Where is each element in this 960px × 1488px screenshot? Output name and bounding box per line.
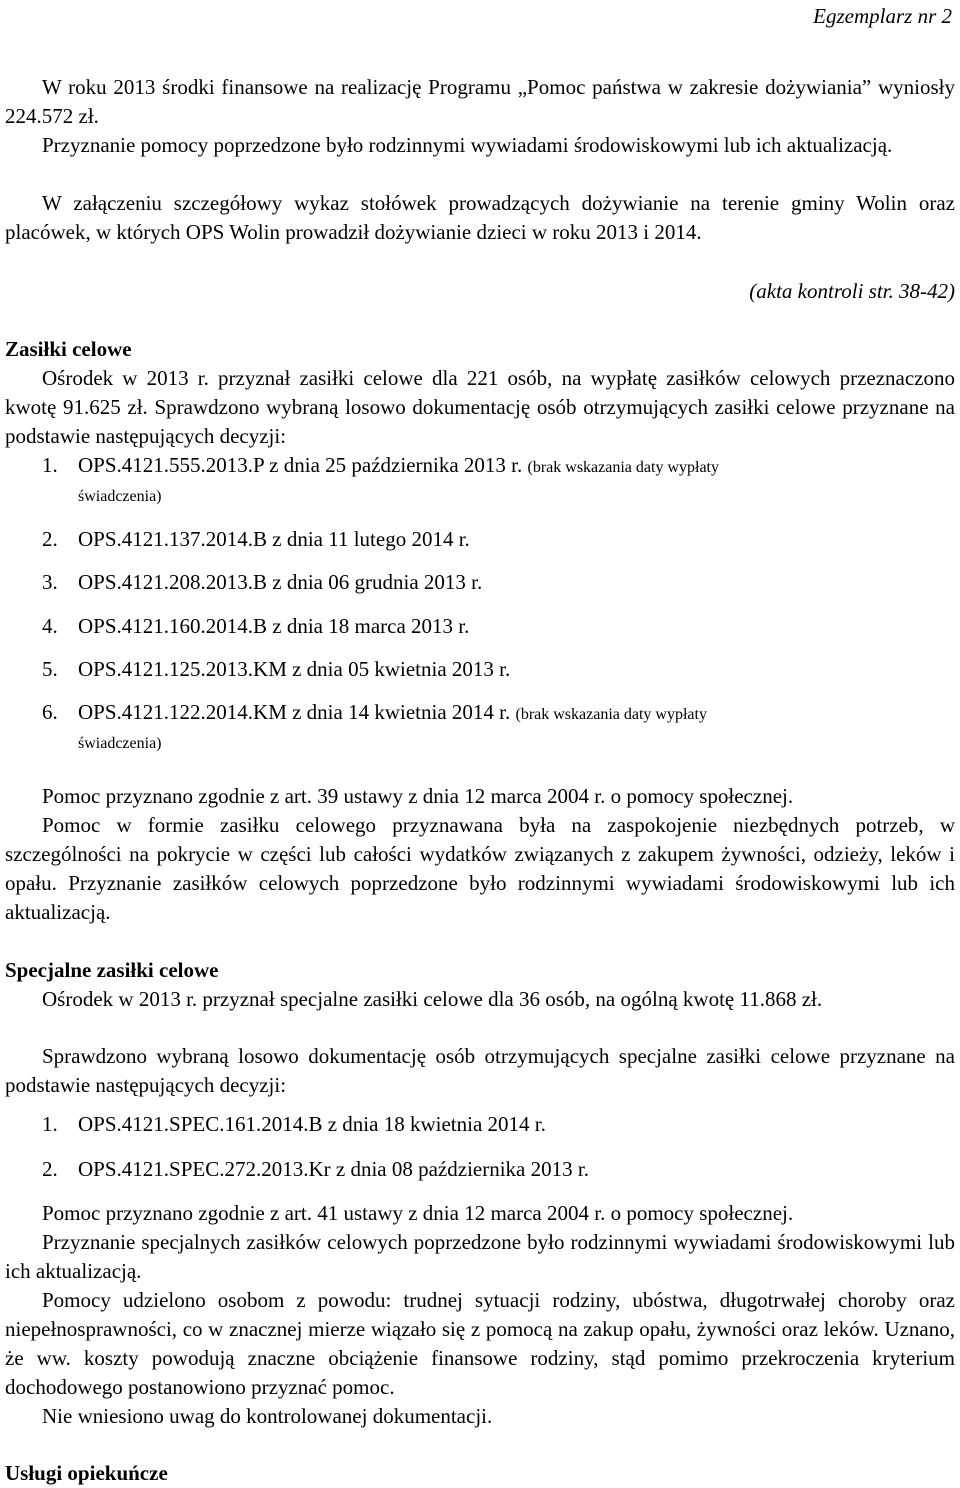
decision-text: OPS.4121.122.2014.KM z dnia 14 kwietnia 2014 r. bbox=[78, 700, 511, 724]
decision-text: OPS.4121.160.2014.B z dnia 18 marca 2013 r. bbox=[78, 614, 470, 638]
intro-paragraph-1: W roku 2013 środki finansowe na realizację Programu „Pomoc państwa w zakresie dożywiania” wyniosły 224.572 zł. bbox=[5, 75, 955, 128]
section-heading-zasilki-celowe: Zasiłki celowe bbox=[5, 337, 132, 361]
decision-note-continuation: świadczenia) bbox=[78, 488, 162, 505]
decision-note: (brak wskazania daty wypłaty bbox=[515, 706, 707, 723]
decision-item-1 bbox=[42, 451, 942, 482]
decision-note-continuation: świadczenia) bbox=[78, 735, 162, 752]
decision-text: OPS.4121.SPEC.161.2014.B z dnia 18 kwietnia 2014 r. bbox=[78, 1112, 546, 1136]
decision-number: 2. bbox=[42, 527, 58, 551]
section-heading-uslugi-opiekuncze: Usługi opiekuńcze bbox=[5, 1461, 168, 1485]
intro-paragraph-2: Przyznanie pomocy poprzedzone było rodzinnymi wywiadami środowiskowymi lub ich aktualizacją. bbox=[42, 133, 893, 157]
decision-item-6 bbox=[42, 698, 942, 729]
decision-number: 6. bbox=[42, 700, 58, 724]
special-decision-item-2 bbox=[42, 1155, 942, 1184]
decision-note: (brak wskazania daty wypłaty bbox=[527, 459, 719, 476]
decision-number: 5. bbox=[42, 657, 58, 681]
decision-number: 1. bbox=[42, 1112, 58, 1136]
decision-number: 1. bbox=[42, 453, 58, 477]
specjalne-paragraph-6: Nie wniesiono uwag do kontrolowanej dokumentacji. bbox=[42, 1404, 493, 1428]
section-heading-specjalne-zasilki: Specjalne zasiłki celowe bbox=[5, 958, 219, 982]
specjalne-paragraph-5: Pomocy udzielono osobom z powodu: trudnej sytuacji rodziny, ubóstwa, długotrwałej choroby oraz niepełnosprawności, co w znacznej mierze wiązało się z pomocą na zakup opału, żywności oraz leków. Uznano, że ww. koszty powodują znaczne obciążenie finansowe rodziny, stąd pomimo przekroczenia kryterium dochodowego postanowiono przyznać pomoc. bbox=[5, 1288, 955, 1399]
decision-item-3 bbox=[42, 568, 942, 597]
zasilki-celowe-paragraph-3: Pomoc w formie zasiłku celowego przyznawana była na zaspokojenie niezbędnych potrzeb, w szczególności na pokrycie w części lub całości wydatków związanych z zakupem żywności, odzieży, leków i opału. Przyznanie zasiłków celowych poprzedzone było rodzinnymi wywiadami środowiskowymi lub ich aktualizacją. bbox=[5, 813, 955, 924]
decision-text: OPS.4121.208.2013.B z dnia 06 grudnia 2013 r. bbox=[78, 570, 483, 594]
specjalne-paragraph-4: Przyznanie specjalnych zasiłków celowych poprzedzone było rodzinnymi wywiadami środowiskowymi lub ich aktualizacją. bbox=[5, 1230, 955, 1283]
files-reference-note: (akta kontroli str. 38-42) bbox=[749, 279, 955, 303]
decision-number: 2. bbox=[42, 1157, 58, 1181]
specjalne-paragraph-1: Ośrodek w 2013 r. przyznał specjalne zasiłki celowe dla 36 osób, na ogólną kwotę 11.868 zł. bbox=[42, 987, 823, 1011]
decision-number: 3. bbox=[42, 570, 58, 594]
decision-text: OPS.4121.125.2013.KM z dnia 05 kwietnia 2013 r. bbox=[78, 657, 511, 681]
decision-item-2 bbox=[42, 525, 942, 554]
decision-text: OPS.4121.137.2014.B z dnia 11 lutego 2014 r. bbox=[78, 527, 470, 551]
zasilki-celowe-paragraph-2: Pomoc przyznano zgodnie z art. 39 ustawy z dnia 12 marca 2004 r. o pomocy społecznej. bbox=[42, 784, 794, 808]
decision-item-5 bbox=[42, 655, 942, 684]
specjalne-paragraph-3: Pomoc przyznano zgodnie z art. 41 ustawy z dnia 12 marca 2004 r. o pomocy społecznej. bbox=[42, 1201, 794, 1225]
specjalne-paragraph-2: Sprawdzono wybraną losowo dokumentację osób otrzymujących specjalne zasiłki celowe przyznane na podstawie następujących decyzji: bbox=[5, 1044, 955, 1097]
intro-paragraph-3: W załączeniu szczegółowy wykaz stołówek prowadzących dożywianie na terenie gminy Wolin oraz placówek, w których OPS Wolin prowadził dożywianie dzieci w roku 2013 i 2014. bbox=[5, 191, 955, 244]
decision-text: OPS.4121.SPEC.272.2013.Kr z dnia 08 października 2013 r. bbox=[78, 1157, 589, 1181]
zasilki-celowe-paragraph-1: Ośrodek w 2013 r. przyznał zasiłki celowe dla 221 osób, na wypłatę zasiłków celowych przeznaczono kwotę 91.625 zł. Sprawdzono wybraną losowo dokumentację osób otrzymujących zasiłki celowe przyznane na podstawie następujących decyzji: bbox=[5, 366, 955, 448]
decision-item-4 bbox=[42, 612, 942, 641]
copy-number-header: Egzemplarz nr 2 bbox=[813, 4, 952, 28]
decision-number: 4. bbox=[42, 614, 58, 638]
special-decision-item-1 bbox=[42, 1110, 942, 1139]
decision-text: OPS.4121.555.2013.P z dnia 25 października 2013 r. bbox=[78, 453, 523, 477]
